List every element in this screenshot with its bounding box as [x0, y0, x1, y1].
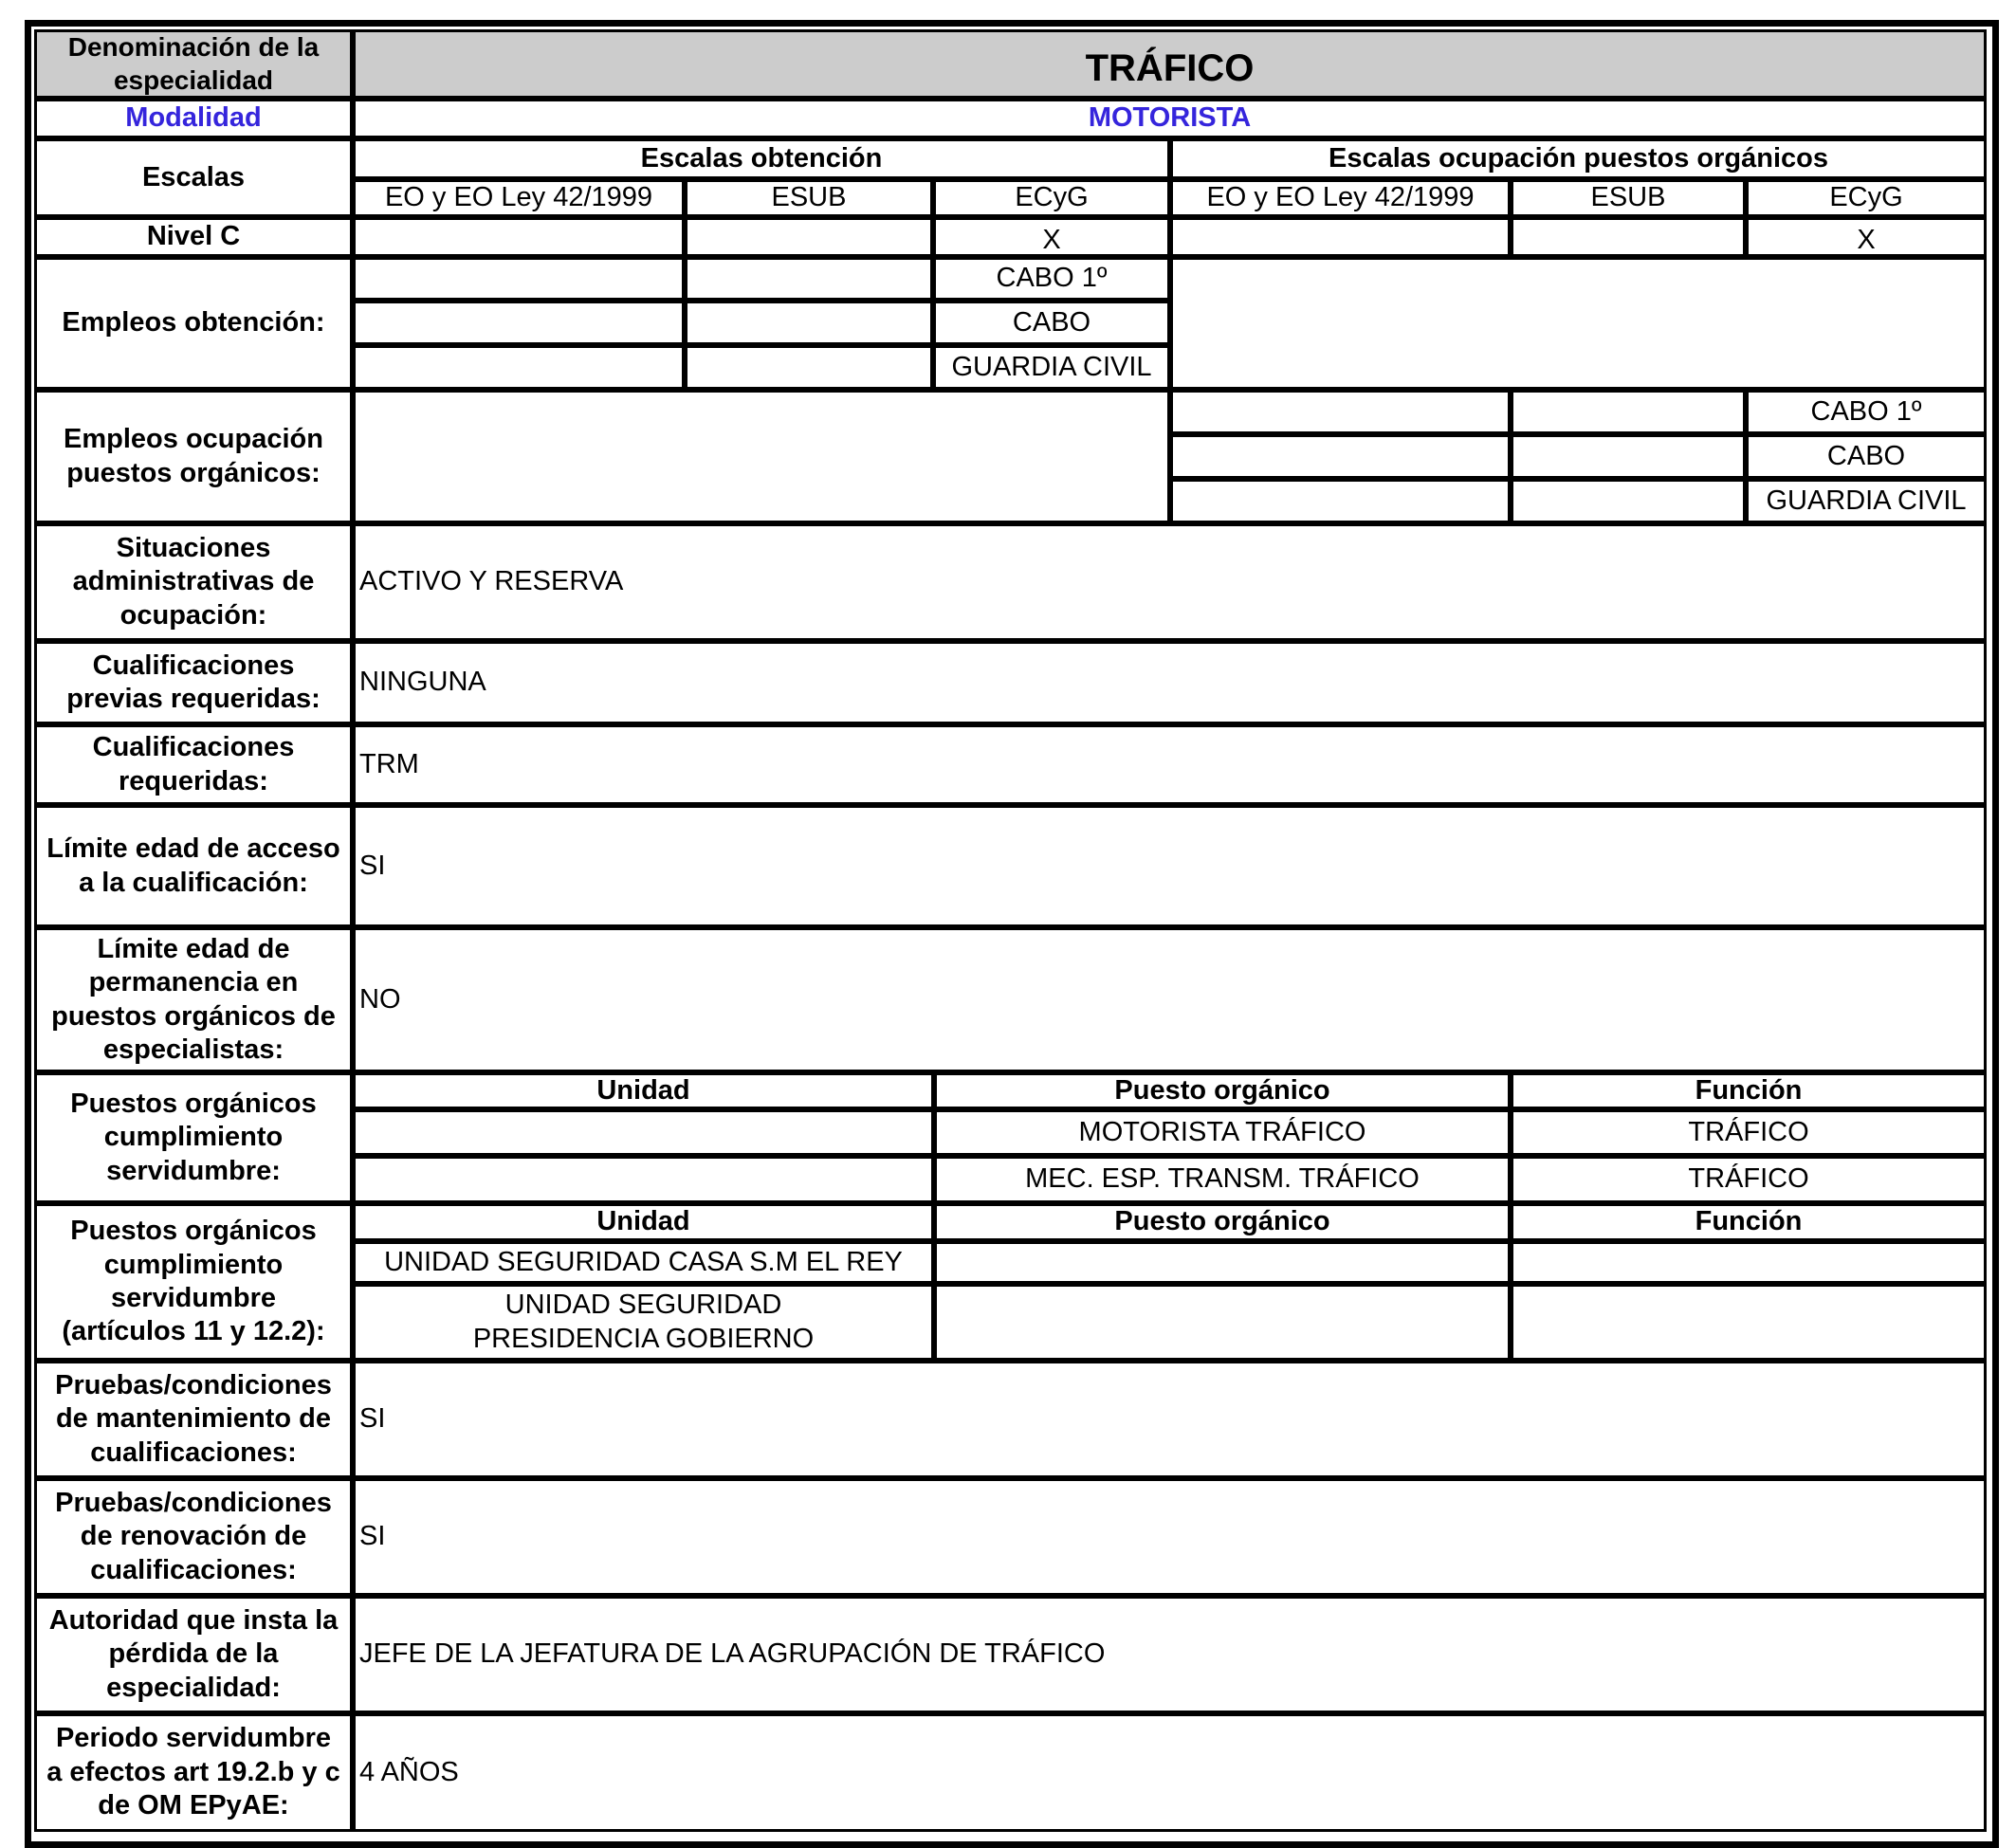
- nivel-mark-ocupacion: X: [1746, 217, 1987, 257]
- table-cell-puesto: MOTORISTA TRÁFICO: [934, 1109, 1511, 1156]
- col-header-unidad: Unidad: [353, 1203, 934, 1241]
- table-cell-unidad: UNIDAD SEGURIDAD CASA S.M EL REY: [353, 1241, 934, 1284]
- col-header-funcion: Función: [1511, 1203, 1987, 1241]
- table-cell-puesto: [934, 1284, 1511, 1361]
- table-cell-unidad: [353, 1156, 934, 1203]
- col-header-ecyg: ECyG: [1746, 179, 1987, 217]
- col-header-funcion: Función: [1511, 1072, 1987, 1109]
- empty-cell: [1511, 479, 1746, 523]
- empty-cell: [1170, 479, 1511, 523]
- empty-cell: [685, 301, 933, 345]
- autoridad-value: JEFE DE LA JEFATURA DE LA AGRUPACIÓN DE TRÁFICO: [353, 1596, 1987, 1713]
- table-cell-funcion: TRÁFICO: [1511, 1109, 1987, 1156]
- empty-cell: [1511, 434, 1746, 479]
- empty-cell: [1170, 257, 1987, 390]
- limite-acceso-value: SI: [353, 805, 1987, 927]
- limite-permanencia-label: Límite edad de permanencia en puestos orgánicos de especialistas:: [34, 927, 353, 1072]
- pruebas-renovacion-value: SI: [353, 1478, 1987, 1596]
- nivel-cell: [353, 217, 685, 257]
- col-header-ecyg: ECyG: [933, 179, 1170, 217]
- nivel-cell: [1511, 217, 1746, 257]
- empleo-ocupacion-item: CABO 1º: [1746, 390, 1987, 434]
- table-cell-unidad: [353, 1109, 934, 1156]
- nivel-mark-obtencion: X: [933, 217, 1170, 257]
- puestos-servidumbre-label: Puestos orgánicos cumplimiento servidumbre:: [34, 1072, 353, 1203]
- col-header-puesto: Puesto orgánico: [934, 1072, 1511, 1109]
- empleo-ocupacion-item: CABO: [1746, 434, 1987, 479]
- nivel-label: Nivel C: [34, 217, 353, 257]
- situaciones-value: ACTIVO Y RESERVA: [353, 523, 1987, 641]
- nivel-cell: [685, 217, 933, 257]
- cualif-previas-label: Cualificaciones previas requeridas:: [34, 641, 353, 724]
- empleo-obtencion-item: CABO: [933, 301, 1170, 345]
- autoridad-label: Autoridad que insta la pérdida de la especialidad:: [34, 1596, 353, 1713]
- modalidad-label: Modalidad: [34, 99, 353, 138]
- page-title: TRÁFICO: [353, 29, 1987, 99]
- limite-permanencia-value: NO: [353, 927, 1987, 1072]
- pruebas-mantenimiento-label: Pruebas/condiciones de mantenimiento de cualificaciones:: [34, 1361, 353, 1478]
- empty-cell: [1170, 434, 1511, 479]
- empty-cell: [685, 257, 933, 301]
- escalas-ocupacion-header: Escalas ocupación puestos orgánicos: [1170, 138, 1987, 179]
- table-cell-funcion: [1511, 1284, 1987, 1361]
- limite-acceso-label: Límite edad de acceso a la cualificación:: [34, 805, 353, 927]
- empty-cell: [353, 390, 1170, 523]
- col-header-eo: EO y EO Ley 42/1999: [353, 179, 685, 217]
- cualif-requeridas-value: TRM: [353, 724, 1987, 805]
- empty-cell: [1170, 390, 1511, 434]
- table-cell-puesto: [934, 1241, 1511, 1284]
- col-header-esub: ESUB: [685, 179, 933, 217]
- escalas-label: Escalas: [34, 138, 353, 217]
- pruebas-renovacion-label: Pruebas/condiciones de renovación de cualificaciones:: [34, 1478, 353, 1596]
- empty-cell: [685, 345, 933, 390]
- nivel-cell: [1170, 217, 1511, 257]
- empleos-ocupacion-label: Empleos ocupación puestos orgánicos:: [34, 390, 353, 523]
- escalas-obtencion-header: Escalas obtención: [353, 138, 1170, 179]
- col-header-puesto: Puesto orgánico: [934, 1203, 1511, 1241]
- table-cell-unidad: UNIDAD SEGURIDAD PRESIDENCIA GOBIERNO: [353, 1284, 934, 1361]
- col-header-unidad: Unidad: [353, 1072, 934, 1109]
- puestos-articulos-label: Puestos orgánicos cumplimiento servidumbre (artículos 11 y 12.2):: [34, 1203, 353, 1361]
- periodo-label: Periodo servidumbre a efectos art 19.2.b y c de OM EPyAE:: [34, 1713, 353, 1832]
- table-cell-puesto: MEC. ESP. TRANSM. TRÁFICO: [934, 1156, 1511, 1203]
- situaciones-label: Situaciones administrativas de ocupación:: [34, 523, 353, 641]
- col-header-esub: ESUB: [1511, 179, 1746, 217]
- empty-cell: [353, 301, 685, 345]
- col-header-eo: EO y EO Ley 42/1999: [1170, 179, 1511, 217]
- empleo-obtencion-item: CABO 1º: [933, 257, 1170, 301]
- table-cell-funcion: [1511, 1241, 1987, 1284]
- empleos-obtencion-label: Empleos obtención:: [34, 257, 353, 390]
- empty-cell: [353, 257, 685, 301]
- modalidad-value: MOTORISTA: [353, 99, 1987, 138]
- periodo-value: 4 AÑOS: [353, 1713, 1987, 1832]
- cualif-requeridas-label: Cualificaciones requeridas:: [34, 724, 353, 805]
- empty-cell: [353, 345, 685, 390]
- cualif-previas-value: NINGUNA: [353, 641, 1987, 724]
- denominacion-label: Denominación de la especialidad: [34, 29, 353, 99]
- empty-cell: [1511, 390, 1746, 434]
- pruebas-mantenimiento-value: SI: [353, 1361, 1987, 1478]
- empleo-ocupacion-item: GUARDIA CIVIL: [1746, 479, 1987, 523]
- empleo-obtencion-item: GUARDIA CIVIL: [933, 345, 1170, 390]
- table-cell-funcion: TRÁFICO: [1511, 1156, 1987, 1203]
